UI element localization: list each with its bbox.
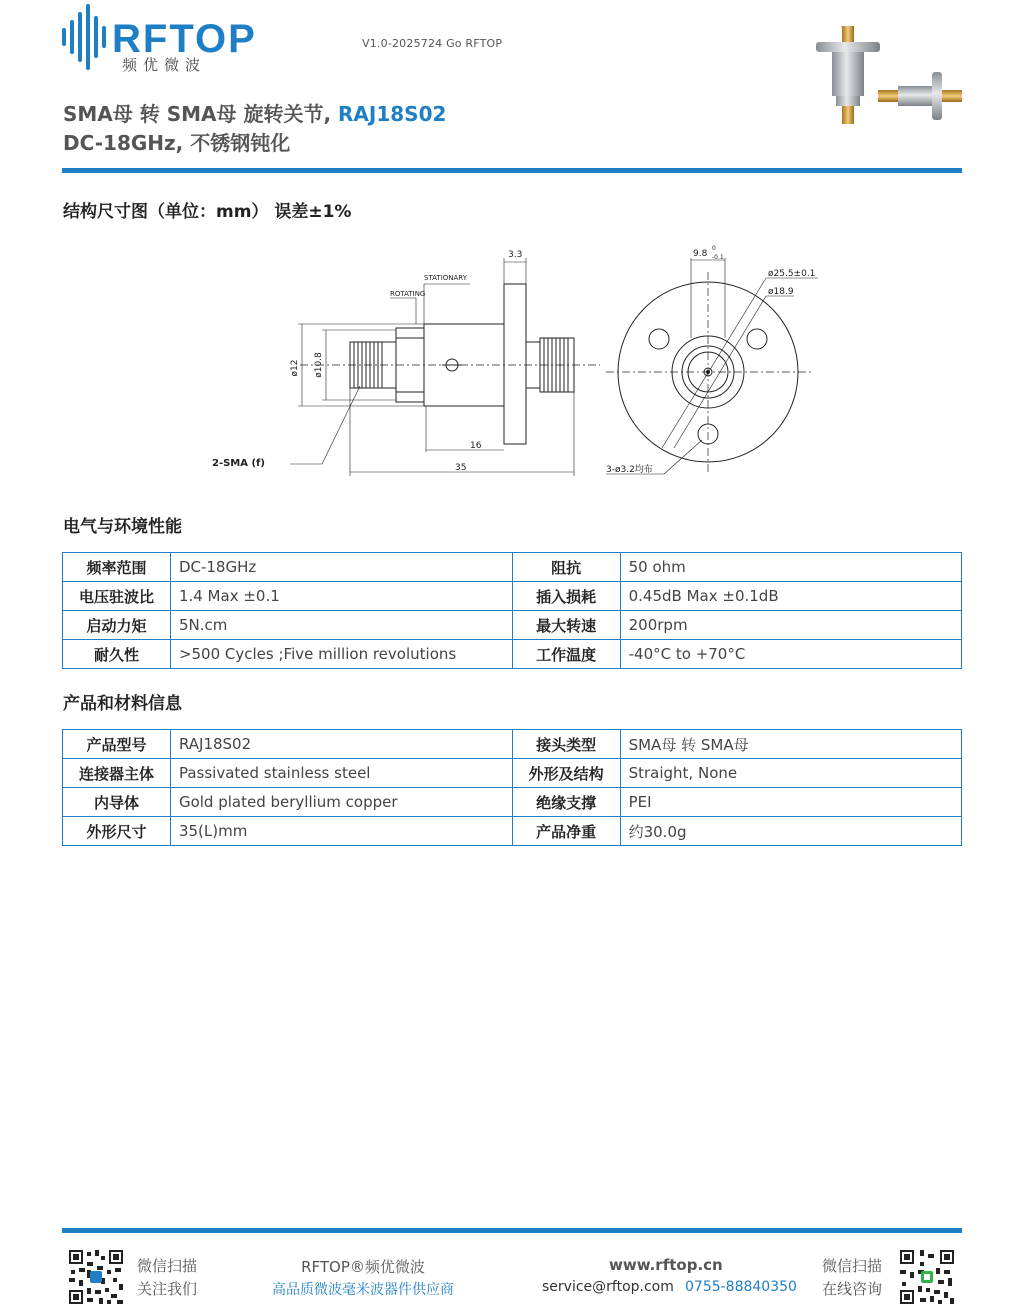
electrical-row xyxy=(63,582,962,611)
product-value-cell: 35(L)mm xyxy=(170,817,512,846)
label-9-8-tol-up: 0 xyxy=(712,245,716,252)
label-9-8: 9.8 xyxy=(693,249,708,259)
footer-email[interactable]: service@rftop.com xyxy=(542,1279,674,1295)
product-photo xyxy=(806,24,966,130)
product-row xyxy=(63,759,962,788)
product-label-cell: 产品净重 xyxy=(512,817,620,846)
label-stationary: STATIONARY xyxy=(424,274,467,282)
page-title xyxy=(63,98,446,127)
electrical-label-cell: 工作温度 xyxy=(512,640,620,669)
product-row xyxy=(63,730,962,759)
label-16: 16 xyxy=(470,441,482,451)
product-label-cell: 接头类型 xyxy=(512,730,620,759)
electrical-value-cell: 1.4 Max ±0.1 xyxy=(170,582,512,611)
product-value-cell: Passivated stainless steel xyxy=(170,759,512,788)
electrical-row xyxy=(63,640,962,669)
product-section-title: 产品和材料信息 xyxy=(63,694,182,714)
electrical-row xyxy=(63,553,962,582)
dimension-drawing xyxy=(200,238,840,488)
product-label-cell: 内导体 xyxy=(63,788,171,817)
label-2-sma: 2-SMA (f) xyxy=(212,458,265,469)
product-value-cell: 约30.0g xyxy=(620,817,961,846)
qr-code-consult[interactable] xyxy=(898,1248,956,1306)
logo-subtext: 频优微波 xyxy=(122,56,207,74)
scan-consult-line1: 微信扫描 xyxy=(822,1257,883,1275)
electrical-value-cell: 5N.cm xyxy=(170,611,512,640)
product-label-cell: 绝缘支撑 xyxy=(512,788,620,817)
scan-follow-line2: 关注我们 xyxy=(137,1280,198,1298)
electrical-value-cell: >500 Cycles ;Five million revolutions xyxy=(170,640,512,669)
label-dia-10-8: ø10.8 xyxy=(314,352,324,378)
product-label-cell: 连接器主体 xyxy=(63,759,171,788)
label-35: 35 xyxy=(455,463,467,473)
electrical-value-cell: 50 ohm xyxy=(620,553,961,582)
product-label-cell: 外形及结构 xyxy=(512,759,620,788)
product-row xyxy=(63,788,962,817)
electrical-value-cell: 200rpm xyxy=(620,611,961,640)
label-rotating: ROTATING xyxy=(390,290,426,298)
logo-text: RFTOP xyxy=(112,17,257,61)
label-3-3: 3.3 xyxy=(508,250,523,260)
electrical-value-cell: 0.45dB Max ±0.1dB xyxy=(620,582,961,611)
footer-divider xyxy=(62,1228,962,1233)
version-text: V1.0-2025724 Go RFTOP xyxy=(362,37,503,50)
electrical-label-cell: 电压驻波比 xyxy=(63,582,171,611)
electrical-section-title: 电气与环境性能 xyxy=(63,517,182,537)
footer-slogan: 高品质微波毫米波器件供应商 xyxy=(272,1282,454,1298)
electrical-value-cell: DC-18GHz xyxy=(170,553,512,582)
drawing-section-title: 结构尺寸图（单位：mm） 误差±1% xyxy=(63,202,352,222)
product-value-cell: PEI xyxy=(620,788,961,817)
electrical-label-cell: 频率范围 xyxy=(63,553,171,582)
label-holes: 3-ø3.2均布 xyxy=(606,465,653,475)
electrical-label-cell: 启动力矩 xyxy=(63,611,171,640)
electrical-label-cell: 耐久性 xyxy=(63,640,171,669)
electrical-table xyxy=(62,552,962,669)
model-number: RAJ18S02 xyxy=(338,102,447,126)
title-prefix: SMA母 转 SMA母 旋转关节, xyxy=(63,102,339,126)
footer-brand: RFTOP®频优微波 xyxy=(301,1258,425,1276)
scan-consult-line2: 在线咨询 xyxy=(822,1280,883,1298)
side-view xyxy=(290,258,600,476)
label-dia-12: ø12 xyxy=(290,359,300,377)
product-value-cell: SMA母 转 SMA母 xyxy=(620,730,961,759)
electrical-label-cell: 最大转速 xyxy=(512,611,620,640)
label-dia-18-9: ø18.9 xyxy=(768,287,794,297)
product-value-cell: Gold plated beryllium copper xyxy=(170,788,512,817)
electrical-value-cell: -40°C to +70°C xyxy=(620,640,961,669)
electrical-label-cell: 阻抗 xyxy=(512,553,620,582)
product-label-cell: 产品型号 xyxy=(63,730,171,759)
electrical-label-cell: 插入损耗 xyxy=(512,582,620,611)
product-row xyxy=(63,817,962,846)
product-value-cell: RAJ18S02 xyxy=(170,730,512,759)
product-label-cell: 外形尺寸 xyxy=(63,817,171,846)
product-table xyxy=(62,729,962,846)
label-9-8-tol-down: -0.1 xyxy=(712,254,724,261)
electrical-row xyxy=(63,611,962,640)
label-dia-25-5: ø25.5±0.1 xyxy=(768,269,816,279)
rftop-logo xyxy=(60,2,270,74)
header-divider xyxy=(62,168,962,173)
product-value-cell: Straight, None xyxy=(620,759,961,788)
page-subtitle: DC-18GHz, 不锈钢钝化 xyxy=(63,131,291,155)
footer-phone: 0755-88840350 xyxy=(685,1279,797,1295)
scan-follow-line1: 微信扫描 xyxy=(137,1257,198,1275)
qr-code-follow[interactable] xyxy=(67,1248,125,1306)
footer-website[interactable]: www.rftop.cn xyxy=(609,1256,723,1274)
